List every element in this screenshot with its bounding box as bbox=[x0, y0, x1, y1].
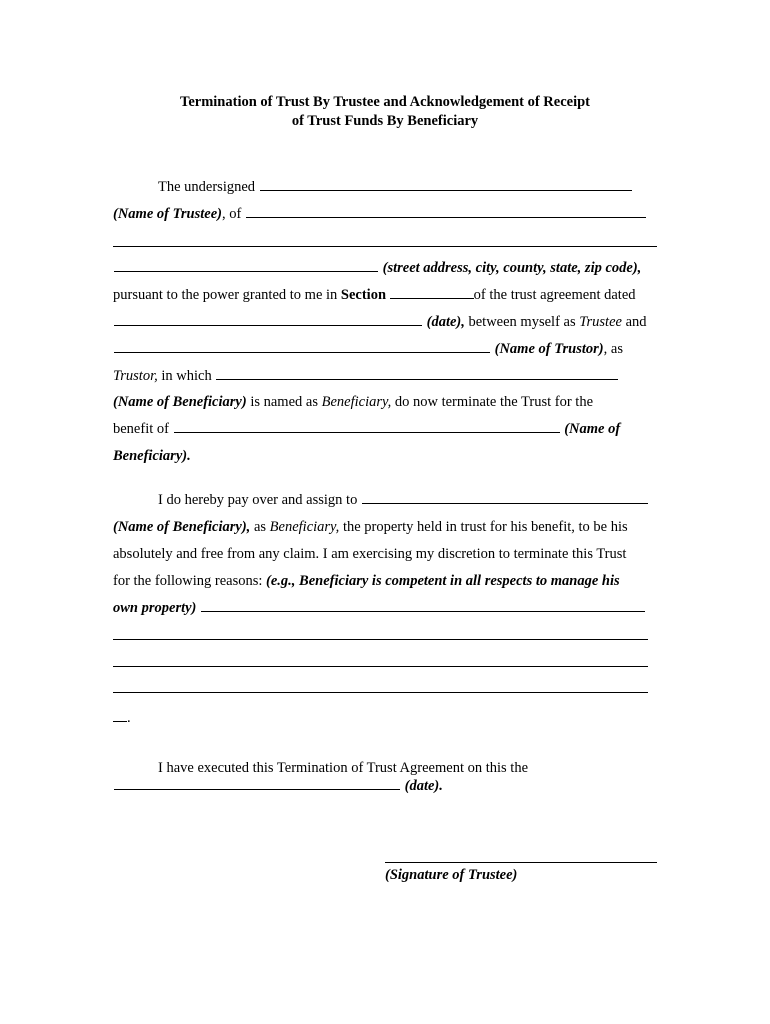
text-property: the property held in trust for his benefit, to be his bbox=[342, 519, 628, 535]
para1-line-2 bbox=[113, 204, 657, 224]
label-name-of-trustor: (Name of Trustor) bbox=[494, 341, 604, 357]
text-trustee: Trustee bbox=[579, 314, 622, 330]
label-street-address: (street address, city, county, state, zip code), bbox=[382, 260, 642, 276]
label-date: (date), bbox=[426, 314, 465, 330]
reasons-blank-5[interactable] bbox=[113, 709, 127, 722]
text-section: Section bbox=[340, 287, 387, 303]
text-as: , as bbox=[603, 341, 623, 357]
text-between: between myself as bbox=[468, 314, 576, 330]
reasons-blank-2[interactable] bbox=[113, 639, 648, 640]
text-pay-over: I do hereby pay over and assign to bbox=[158, 492, 358, 508]
label-name-of-beneficiary-2: (Name of Beneficiary), bbox=[113, 519, 251, 535]
text-absolutely: absolutely and free from any claim. I am exercising my discretion to terminate this Trust bbox=[113, 546, 627, 562]
para1-line-11 bbox=[113, 446, 657, 466]
text-pursuant: pursuant to the power granted to me in bbox=[113, 287, 338, 303]
text-following-reasons: for the following reasons: bbox=[113, 573, 263, 589]
trustee-name-blank[interactable] bbox=[260, 178, 632, 191]
section-blank[interactable] bbox=[390, 286, 474, 299]
label-name-of-beneficiary: (Name of Beneficiary) bbox=[113, 394, 247, 410]
title-line-2: of Trust Funds By Beneficiary bbox=[291, 113, 479, 129]
agreement-date-blank[interactable] bbox=[114, 313, 422, 326]
para2-line-1 bbox=[113, 490, 657, 510]
para1-line-8 bbox=[113, 366, 657, 386]
execution-date-blank[interactable] bbox=[114, 777, 400, 790]
text-is-named-as: is named as bbox=[250, 394, 318, 410]
para2-line-5 bbox=[113, 598, 657, 618]
reasons-blank-4[interactable] bbox=[113, 692, 648, 693]
text-beneficiary: Beneficiary, bbox=[321, 394, 392, 410]
para1-line-9 bbox=[113, 392, 657, 412]
label-beneficiary: Beneficiary). bbox=[113, 448, 191, 464]
assignee-blank[interactable] bbox=[362, 491, 648, 504]
beneficiary-name-blank-1[interactable] bbox=[216, 367, 618, 380]
para1-line-5 bbox=[113, 285, 657, 305]
label-signature-of-trustee: (Signature of Trustee) bbox=[385, 867, 518, 883]
para2-line-3 bbox=[113, 544, 657, 564]
para1-line-4 bbox=[113, 258, 657, 278]
text-as-2: as bbox=[253, 519, 267, 535]
text-of: , of bbox=[222, 206, 242, 222]
text-terminate: do now terminate the Trust for the bbox=[394, 394, 594, 410]
beneficiary-name-blank-2[interactable] bbox=[174, 420, 560, 433]
address-blank-3[interactable] bbox=[114, 259, 378, 272]
label-execution-date: (date). bbox=[404, 778, 443, 794]
text-undersigned: The undersigned bbox=[158, 179, 256, 195]
address-blank-1[interactable] bbox=[246, 205, 646, 218]
title-line-1: Termination of Trust By Trustee and Acknowledgement of Receipt bbox=[179, 94, 591, 110]
address-blank-2[interactable] bbox=[113, 246, 657, 247]
reasons-blank-1[interactable] bbox=[201, 599, 645, 612]
reasons-blank-3[interactable] bbox=[113, 666, 648, 667]
para1-line-1 bbox=[113, 177, 657, 197]
label-name-of-trustee: (Name of Trustee) bbox=[113, 206, 222, 222]
label-name-of: (Name of bbox=[564, 421, 621, 437]
para1-line-10 bbox=[113, 419, 657, 439]
label-own-property: own property) bbox=[113, 600, 197, 616]
text-and: and bbox=[625, 314, 647, 330]
label-example: (e.g., Beneficiary is competent in all respects to manage his bbox=[266, 573, 620, 589]
text-executed: I have executed this Termination of Trust Agreement on this the bbox=[158, 760, 529, 776]
trustor-name-blank[interactable] bbox=[114, 340, 490, 353]
text-trustor: Trustor, bbox=[113, 368, 158, 384]
para1-line-6 bbox=[113, 312, 657, 332]
signature-block bbox=[385, 865, 657, 885]
text-beneficiary-2: Beneficiary, bbox=[269, 519, 340, 535]
document-title bbox=[113, 93, 657, 131]
text-benefit-of: benefit of bbox=[113, 421, 169, 437]
text-period: . bbox=[127, 710, 131, 726]
para3-line-2 bbox=[113, 776, 657, 796]
signature-line[interactable] bbox=[385, 862, 657, 863]
text-in-which: in which bbox=[161, 368, 212, 384]
para3-line-1 bbox=[113, 758, 657, 778]
para2-line-9 bbox=[113, 708, 657, 728]
text-of-trust-agreement: of the trust agreement dated bbox=[473, 287, 636, 303]
para2-line-2 bbox=[113, 517, 657, 537]
para2-line-4 bbox=[113, 571, 657, 591]
para1-line-7 bbox=[113, 339, 657, 359]
